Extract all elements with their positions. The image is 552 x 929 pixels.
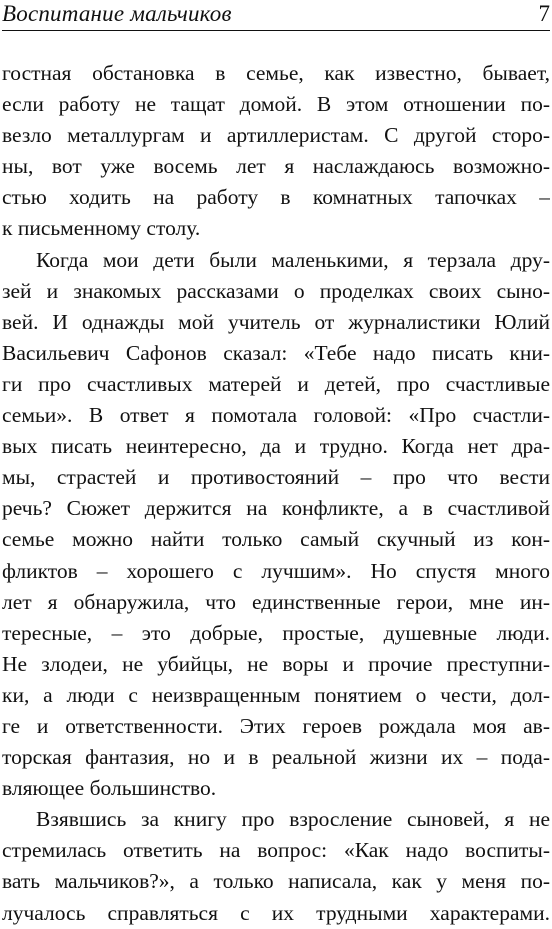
- text-line: Когда мои дети были маленькими, я терзала дру-: [36, 247, 550, 272]
- text-line: вляющее большинство.: [2, 776, 217, 801]
- page-number: 7: [538, 1, 550, 26]
- text-line: тересные, – это добрые, простые, душевные люди.: [2, 620, 550, 645]
- body-text: [2, 58, 550, 929]
- text-line: торская фантазия, но и в реальной жизни их – пода-: [2, 745, 550, 770]
- text-line: вей. И однажды мой учитель от журналистики Юлий: [2, 309, 550, 334]
- page-header: [2, 0, 550, 31]
- text-line: лет я обнаружила, что единственные герои, мне ин-: [2, 589, 550, 614]
- text-line: гостная обстановка в семье, как известно, бывает,: [2, 61, 550, 85]
- text-line: стью ходить на работу в комнатных тапочках –: [2, 185, 550, 210]
- text-line: лучалось справляться с их трудными характерами.: [2, 900, 550, 925]
- text-line: ны, вот уже восемь лет я наслаждаюсь возможно-: [2, 154, 550, 179]
- text-line: ги про счастливых матерей и детей, про счастливые: [2, 371, 550, 396]
- text-line: семье можно найти только самый скучный из кон-: [2, 527, 550, 552]
- text-line: вых писать неинтересно, да и трудно. Когда нет дра-: [2, 434, 550, 459]
- text-line: к письменному столу.: [2, 216, 201, 241]
- text-line: Взявшись за книгу про взросление сыновей, я не: [36, 807, 550, 832]
- text-line: семьи». В ответ я помотала головой: «Про счастли-: [2, 403, 550, 428]
- text-line: мы, страстей и противостояний – про что вести: [2, 465, 550, 490]
- text-line: Васильевич Сафонов сказал: «Тебе надо писать кни-: [2, 340, 550, 365]
- text-line: ге и ответственности. Этих героев рождала моя ав-: [2, 713, 550, 738]
- text-line: Не злодеи, не убийцы, не воры и прочие преступни-: [2, 651, 550, 676]
- running-title: Воспитание мальчиков: [2, 1, 232, 26]
- text-line: фликтов – хорошего с лучшим». Но спустя много: [2, 558, 550, 583]
- text-line: стремилась ответить на вопрос: «Как надо воспиты-: [2, 838, 550, 863]
- text-line: ки, а люди с неизвращенным понятием о чести, дол-: [2, 682, 550, 707]
- text-line: если работу не тащат домой. В этом отношении по-: [2, 92, 550, 117]
- text-line: зей и знакомых рассказами о проделках своих сыно-: [2, 278, 550, 303]
- text-line: речь? Сюжет держится на конфликте, а в счастливой: [2, 496, 550, 521]
- text-line: вать мальчиков?», а только написала, как у меня по-: [2, 869, 550, 894]
- text-line: везло металлургам и артиллеристам. С другой сторо-: [2, 123, 550, 148]
